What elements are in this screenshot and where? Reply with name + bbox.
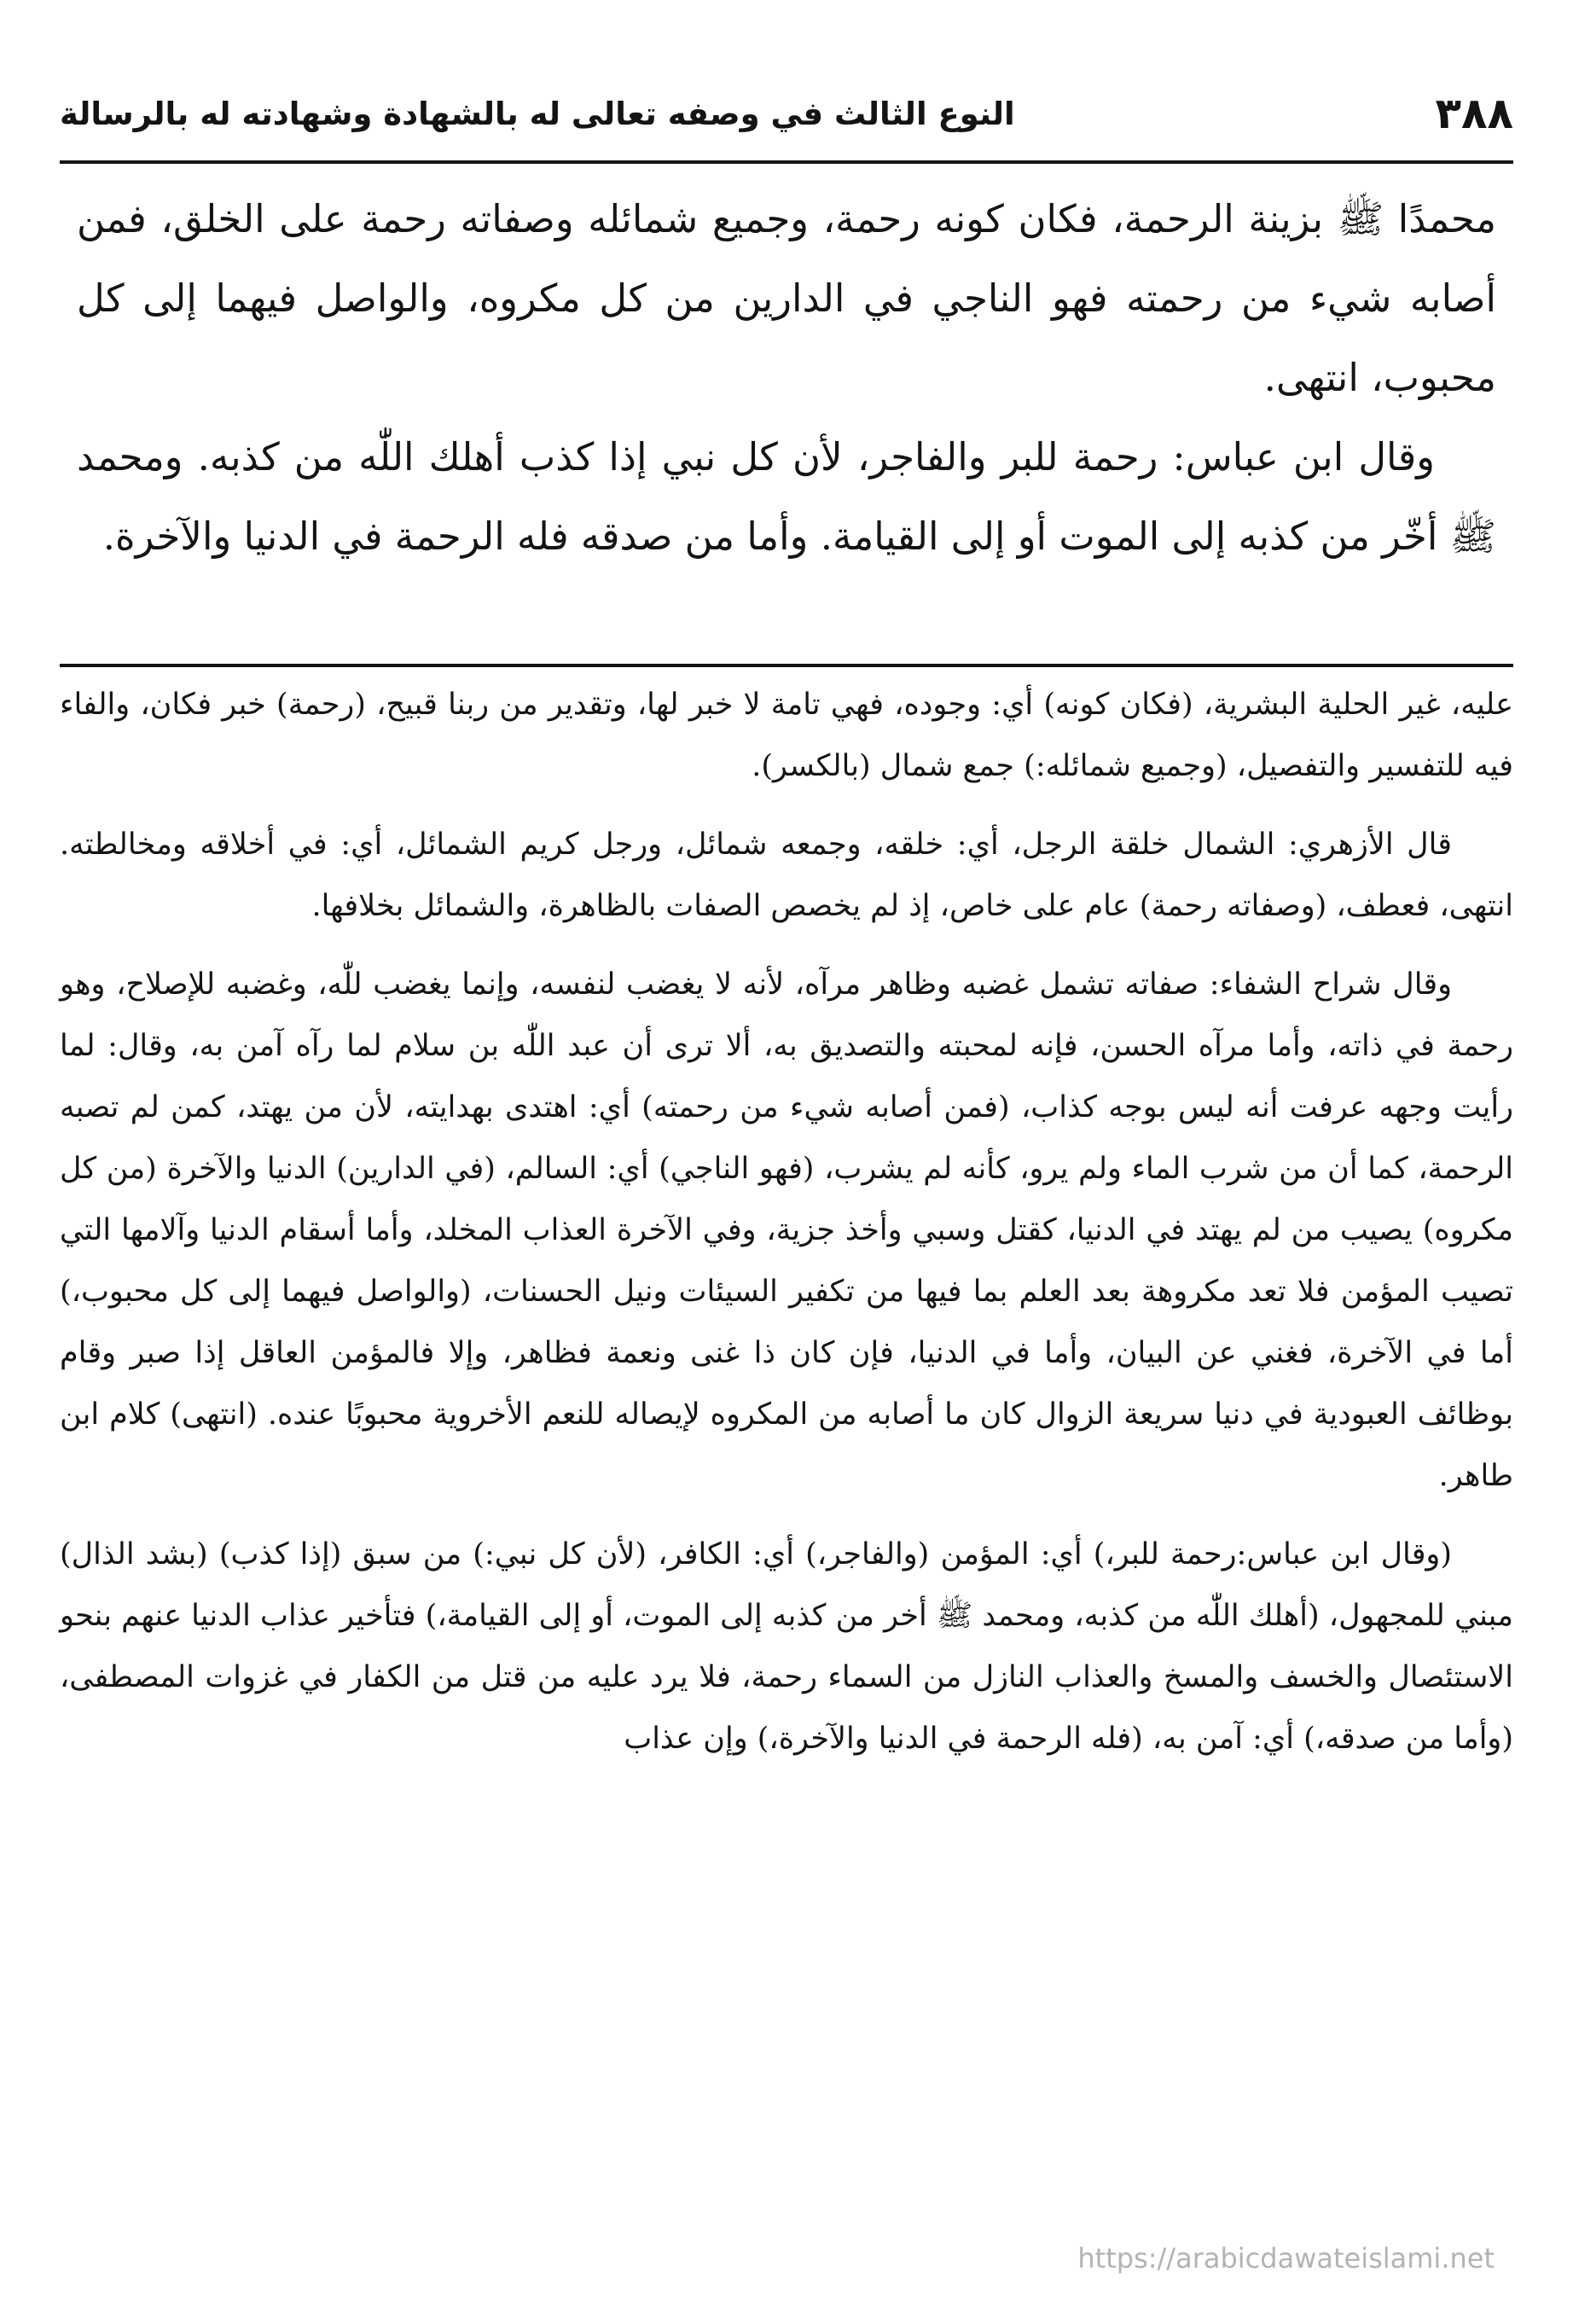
commentary-paragraph: (وقال ابن عباس:رحمة للبر،) أي: المؤمن (والفاجر،) أي: الكافر، (لأن كل نبي:) من سبق (إذا كذب) (بشد الذال) مبني للمجهول، (أهلك اللّٰه من كذبه، ومحمد ﷺ أخر من كذبه إلى الموت، أو إلى القيامة،) فتأخير عذاب الدنيا عنهم بنحو الاستئصال والخسف والمسخ والعذاب النازل من السماء رحمة، فلا يرد عليه من قتل من الكفار في غزوات المصطفى، (وأما من صدقه،) أي: آمن به، (فله الرحمة في الدنيا والآخرة،) وإن عذاب [60,1537,1513,1756]
running-title: النوع الثالث في وصفه تعالى له بالشهادة وشهادته له بالرسالة [60,95,1015,132]
footnote-separator [60,664,1513,667]
main-paragraph: وقال ابن عباس: رحمة للبر والفاجر، لأن كل نبي إذا كذب أهلك اللّٰه من كذبه. ومحمد ﷺ أخّر من كذبه إلى الموت أو إلى القيامة. وأما من صدقه فله الرحمة في الدنيا والآخرة. [77,434,1496,559]
commentary [60,674,1513,1787]
watermark-url: https://arabicdawateislami.net [1077,2242,1495,2275]
commentary-paragraph: وقال شراح الشفاء: صفاته تشمل غضبه وظاهر مرآه، لأنه لا يغضب لنفسه، وإنما يغضب للّٰه، وغضبه للإصلاح، وهو رحمة في ذاته، وأما مرآه الحسن، فإنه لمحبته والتصديق به، ألا ترى أن عبد اللّٰه بن سلام لما رآه آمن به، وقال: لما رأيت وجهه عرفت أنه ليس بوجه كذاب، (فمن أصابه شيء من رحمته) أي: اهتدى بهدايته، لأن من يهتد، كمن لم تصبه الرحمة، كما أن من شرب الماء ولم يرو، كأنه لم يشرب، (فهو الناجي) أي: السالم، (في الدارين) الدنيا والآخرة (من كل مكروه) يصيب من لم يهتد في الدنيا، كقتل وسبي وأخذ جزية، وفي الآخرة العذاب المخلد، وأما أسقام الدنيا وآلامها التي تصيب المؤمن فلا تعد مكروهة بعد العلم بما فيها من تكفير السيئات ونيل الحسنات، (والواصل فيهما إلى كل محبوب،) أما في الآخرة، فغني عن البيان، وأما في الدنيا، فإن كان ذا غنى ونعمة فظاهر، وإلا فالمؤمن العاقل إذا صبر وقام بوظائف العبودية في دنيا سريعة الزوال كان ما أصابه من المكروه لإيصاله للنعم الأخروية محبوبًا عنده. (انتهى) كلام ابن طاهر. [60,967,1513,1493]
page-header [60,67,1513,164]
commentary-paragraph: قال الأزهري: الشمال خلقة الرجل، أي: خلقه، وجمعه شمائل، ورجل كريم الشمائل، أي: في أخلاقه ومخالطته. انتهى، فعطف، (وصفاته رحمة) عام على خاص، إذ لم يخصص الصفات بالظاهرة، والشمائل بخلافها. [60,828,1513,923]
commentary-paragraph: عليه، غير الحلية البشرية، (فكان كونه) أي: وجوده، فهي تامة لا خبر لها، وتقدير من ربنا قبيح، (رحمة) خبر فكان، والفاء فيه للتفسير والتفصيل، (وجميع شمائله:) جمع شمال (بالكسر). [60,688,1513,783]
page-number: ٣٨٨ [1435,89,1513,138]
main-paragraph: محمدًا ﷺ بزينة الرحمة، فكان كونه رحمة، وجميع شمائله وصفاته رحمة على الخلق، فمن أصابه شيء من رحمته فهو الناجي في الدارين من كل مكروه، والواصل فيهما إلى كل محبوب، انتهى. [77,196,1496,400]
main-text [77,179,1496,576]
